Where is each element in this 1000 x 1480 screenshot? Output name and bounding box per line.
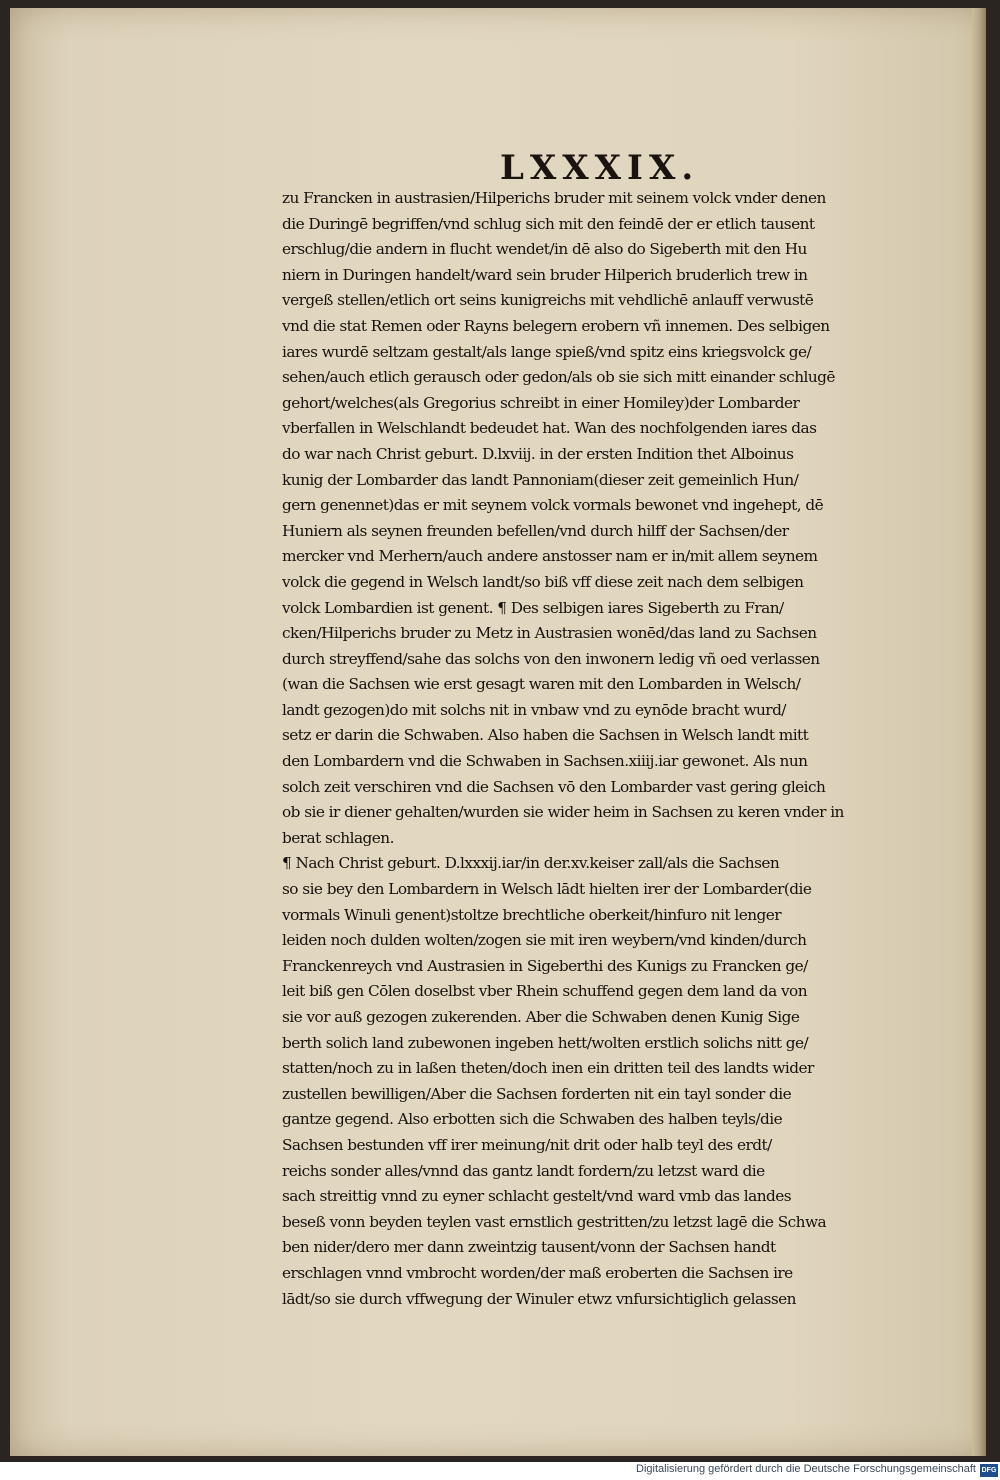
- text-line: vergeß stellen/etlich ort seins kunigreichs mit vehdlichē anlauff verwustē: [282, 291, 814, 310]
- text-line: Huniern als seynen freunden befellen/vnd durch hilff der Sachsen/der: [282, 521, 789, 540]
- text-line: volck die gegend in Welsch landt/so biß vff diese zeit nach dem selbigen: [282, 572, 804, 591]
- text-line: Franckenreych vnd Austrasien in Sigeberthi des Kunigs zu Francken ge/: [282, 956, 808, 975]
- text-line: lādt/so sie durch vffwegung der Winuler etwz vnfursichtiglich gelassen: [282, 1289, 796, 1308]
- text-line: durch streyffend/sahe das solchs von den inwonern ledig vñ oed verlassen: [282, 649, 820, 668]
- text-line: sehen/auch etlich gerausch oder gedon/als ob sie sich mitt einander schlugē: [282, 368, 835, 387]
- text-line: zustellen bewilligen/Aber die Sachsen forderten nit ein tayl sonder die: [282, 1084, 792, 1103]
- text-line: berth solich land zubewonen ingeben hett/wolten erstlich solichs nitt ge/: [282, 1033, 809, 1052]
- text-line: erschlug/die andern in flucht wendet/in dē also do Sigeberth mit den Hu: [282, 240, 807, 259]
- folio-number: LXXXIX.: [500, 148, 700, 188]
- text-line: reichs sonder alles/vnnd das gantz landt fordern/zu letzst ward die: [282, 1161, 765, 1180]
- text-line: gehort/welches(als Gregorius schreibt in einer Homiley)der Lombarder: [282, 393, 800, 412]
- text-line: cken/Hilperichs bruder zu Metz in Austrasien wonēd/das land zu Sachsen: [282, 624, 817, 643]
- text-block: [282, 186, 902, 1312]
- text-line: sach streittig vnnd zu eyner schlacht gestelt/vnd ward vmb das landes: [282, 1187, 792, 1206]
- text-line: landt gezogen)do mit solchs nit in vnbaw vnd zu eynōde bracht wurd/: [282, 700, 786, 719]
- text-line: beseß vonn beyden teylen vast ernstlich gestritten/zu letzst lagē die Schwa: [282, 1212, 827, 1231]
- text-line: gantze gegend. Also erbotten sich die Schwaben des halben teyls/die: [282, 1110, 783, 1129]
- page-edge: [972, 8, 986, 1456]
- text-line: ben nider/dero mer dann zweintzig tausent/vonn der Sachsen handt: [282, 1238, 776, 1257]
- text-line: statten/noch zu in laßen theten/doch inen ein dritten teil des landts wider: [282, 1059, 814, 1078]
- text-line: berat schlagen.: [282, 828, 394, 847]
- text-line: zu Francken in austrasien/Hilperichs bruder mit seinem volck vnder denen: [282, 189, 826, 207]
- text-line: vberfallen in Welschlandt bedeudet hat. Wan des nochfolgenden iares das: [282, 419, 817, 438]
- footer-bar: [0, 1462, 1000, 1480]
- text-line: ¶ Nach Christ geburt. D.lxxxij.iar/in der.xv.keiser zall/als die Sachsen: [282, 854, 780, 873]
- text-line: kunig der Lombarder das landt Pannoniam(dieser zeit gemeinlich Hun/: [282, 470, 799, 489]
- text-line: den Lombardern vnd die Schwaben in Sachsen.xiiij.iar gewonet. Als nun: [282, 752, 808, 771]
- text-line: leiden noch dulden wolten/zogen sie mit iren weybern/vnd kinden/durch: [282, 931, 807, 950]
- text-line: die Duringē begriffen/vnd schlug sich mit den feindē der er etlich tausent: [282, 214, 815, 233]
- text-line: niern in Duringen handelt/ward sein bruder Hilperich bruderlich trew in: [282, 265, 808, 284]
- text-line: mercker vnd Merhern/auch andere anstosser nam er in/mit allem seynem: [282, 547, 818, 566]
- text-line: (wan die Sachsen wie erst gesagt waren mit den Lombarden in Welsch/: [282, 675, 801, 694]
- text-line: erschlagen vnnd vmbrocht worden/der maß eroberten die Sachsen ire: [282, 1263, 793, 1282]
- text-line: vnd die stat Remen oder Rayns belegern erobern vñ innemen. Des selbigen: [282, 316, 830, 335]
- text-line: ob sie ir diener gehalten/wurden sie wider heim in Sachsen zu keren vnder in: [282, 803, 844, 822]
- text-line: leit biß gen Cōlen doselbst vber Rhein schuffend gegen dem land da von: [282, 982, 807, 1001]
- footer-credit: Digitalisierung gefördert durch die Deutsche Forschungsgemeinschaft: [636, 1463, 976, 1475]
- text-line: setz er darin die Schwaben. Also haben die Sachsen in Welsch landt mitt: [282, 726, 809, 745]
- text-line: so sie bey den Lombardern in Welsch lādt hielten irer der Lombarder(die: [282, 880, 812, 899]
- text-line: iares wurdē seltzam gestalt/als lange spieß/vnd spitz eins kriegsvolck ge/: [282, 342, 812, 361]
- text-line: Sachsen bestunden vff irer meinung/nit drit oder halb teyl des erdt/: [282, 1135, 772, 1154]
- text-line: solch zeit verschiren vnd die Sachsen vō den Lombarder vast gering gleich: [282, 777, 826, 796]
- text-line: gern genennet)das er mit seynem volck vormals bewonet vnd ingehept, dē: [282, 496, 824, 515]
- dfg-logo-icon: DFG: [980, 1464, 998, 1477]
- text-line: sie vor auß gezogen zukerenden. Aber die Schwaben denen Kunig Sige: [282, 1008, 800, 1026]
- text-line: vormals Winuli genent)stoltze brechtliche oberkeit/hinfuro nit lenger: [282, 905, 782, 924]
- text-line: do war nach Christ geburt. D.lxviij. in der ersten Indition thet Alboinus: [282, 444, 794, 463]
- text-line: volck Lombardien ist genent. ¶ Des selbigen iares Sigeberth zu Fran/: [282, 598, 784, 617]
